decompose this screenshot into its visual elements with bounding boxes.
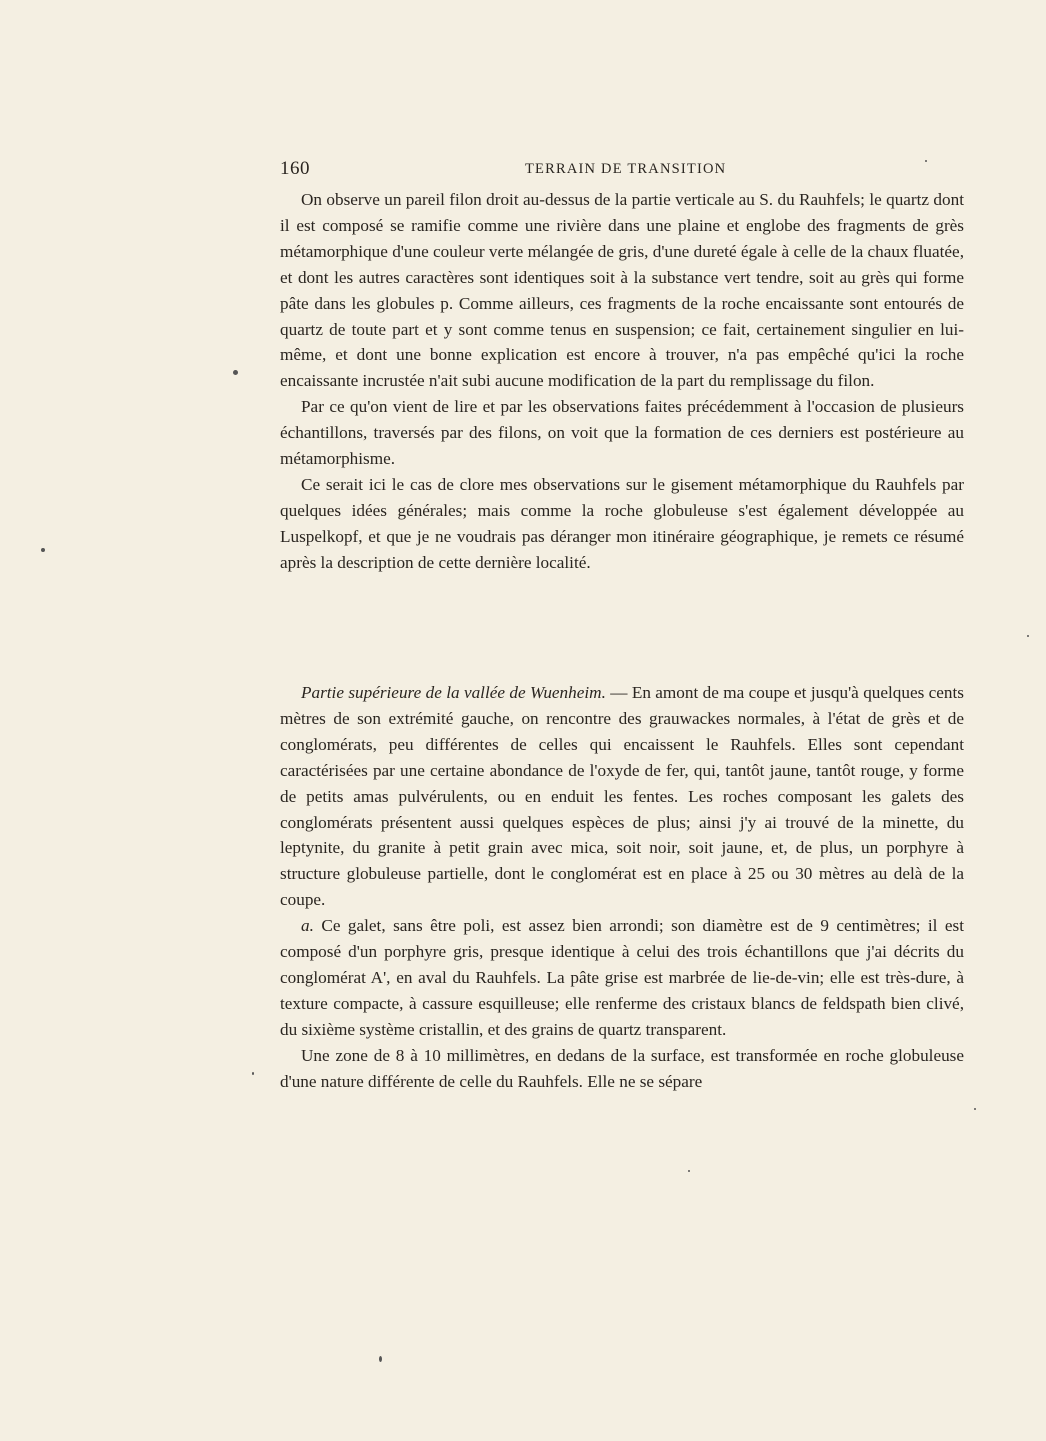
section-paragraph bbox=[280, 680, 964, 913]
page-header bbox=[280, 158, 964, 182]
item-paragraph bbox=[280, 913, 964, 1043]
page-number: 160 bbox=[280, 158, 310, 179]
scan-speck bbox=[688, 1170, 690, 1172]
section-intro: — En amont de ma coupe et jusqu'à quelques cents mètres de son extrémité gauche, on rencontre des grauwackes normales, à l'état de grès et de conglomérats, peu différentes de celles qui encaissent le Rauhfels. Elles sont cependant caractérisées par une certaine abondance de l'oxyde de fer, qui, tantôt jaune, tantôt rouge, y forme de petits amas pulvérulents, ou en enduit les fentes. Les roches composant les galets des conglomérats présentent aussi quelques espèces de plus; ainsi j'y ai trouvé de la minette, du leptynite, du granite à petit grain avec mica, soit noir, soit jaune, et, de plus, un porphyre à structure globuleuse partielle, dont le conglomérat est en place à 25 ou 30 mètres au delà de la coupe. bbox=[280, 683, 964, 910]
paragraph: Une zone de 8 à 10 millimètres, en dedans de la surface, est transformée en roche globuleuse d'une nature différente de celle du Rauhfels. Elle ne se sépare bbox=[280, 1045, 964, 1091]
paragraph: Par ce qu'on vient de lire et par les observations faites précédemment à l'occasion de plusieurs échantillons, traversés par des filons, on voit que la formation de ces derniers est postérieure au métamorphisme. bbox=[280, 397, 964, 469]
section-title: Partie supérieure de la vallée de Wuenheim. bbox=[301, 683, 606, 702]
scan-speck bbox=[252, 1072, 254, 1075]
running-title: TERRAIN DE TRANSITION bbox=[525, 161, 727, 177]
text-block-upper bbox=[280, 187, 964, 576]
scan-speck bbox=[1027, 635, 1029, 637]
scan-speck bbox=[233, 370, 238, 375]
item-letter: a. bbox=[301, 916, 314, 936]
scan-speck bbox=[41, 548, 45, 552]
scan-speck bbox=[379, 1356, 382, 1362]
scan-speck bbox=[974, 1108, 976, 1110]
scan-speck bbox=[925, 160, 927, 162]
text-block-lower bbox=[280, 680, 964, 1095]
paragraph: On observe un pareil filon droit au-dessus de la partie verticale au S. du Rauhfels; le quartz dont il est composé se ramifie comme une rivière dans une plaine et englobe des fragments de grès métamorphique d'une couleur verte mélangée de gris, d'une dureté égale à celle de la chaux fluatée, et dont les autres caractères sont identiques soit à la substance vert tendre, soit au grès qui forme pâte dans les globules p. Comme ailleurs, ces fragments de la roche encaissante sont entourés de quartz de toute part et y sont comme tenus en suspension; ce fait, certainement singulier en lui-même, et dont une bonne explication est encore à trouver, n'a pas empêché qu'ici la roche encaissante incrustée n'ait subi aucune modification de la part du remplissage du filon. bbox=[280, 190, 964, 391]
paragraph: Ce serait ici le cas de clore mes observations sur le gisement métamorphique du Rauhfels par quelques idées générales; mais comme la roche globuleuse s'est également développée au Luspelkopf, et que je ne voudrais pas déranger mon itinéraire géographique, je remets ce résumé après la description de cette dernière localité. bbox=[280, 474, 964, 572]
item-text: Ce galet, sans être poli, est assez bien arrondi; son diamètre est de 9 centimètres; il est composé d'un porphyre gris, presque identique à celui des trois échantillons que j'ai décrits du conglomérat A', en aval du Rauhfels. La pâte grise est marbrée de lie-de-vin; elle est très-dure, à texture compacte, à cassure esquilleuse; elle renferme des cristaux blancs de feldspath bien clivé, du sixième système cristallin, et des grains de quartz transparent. bbox=[280, 916, 964, 1039]
